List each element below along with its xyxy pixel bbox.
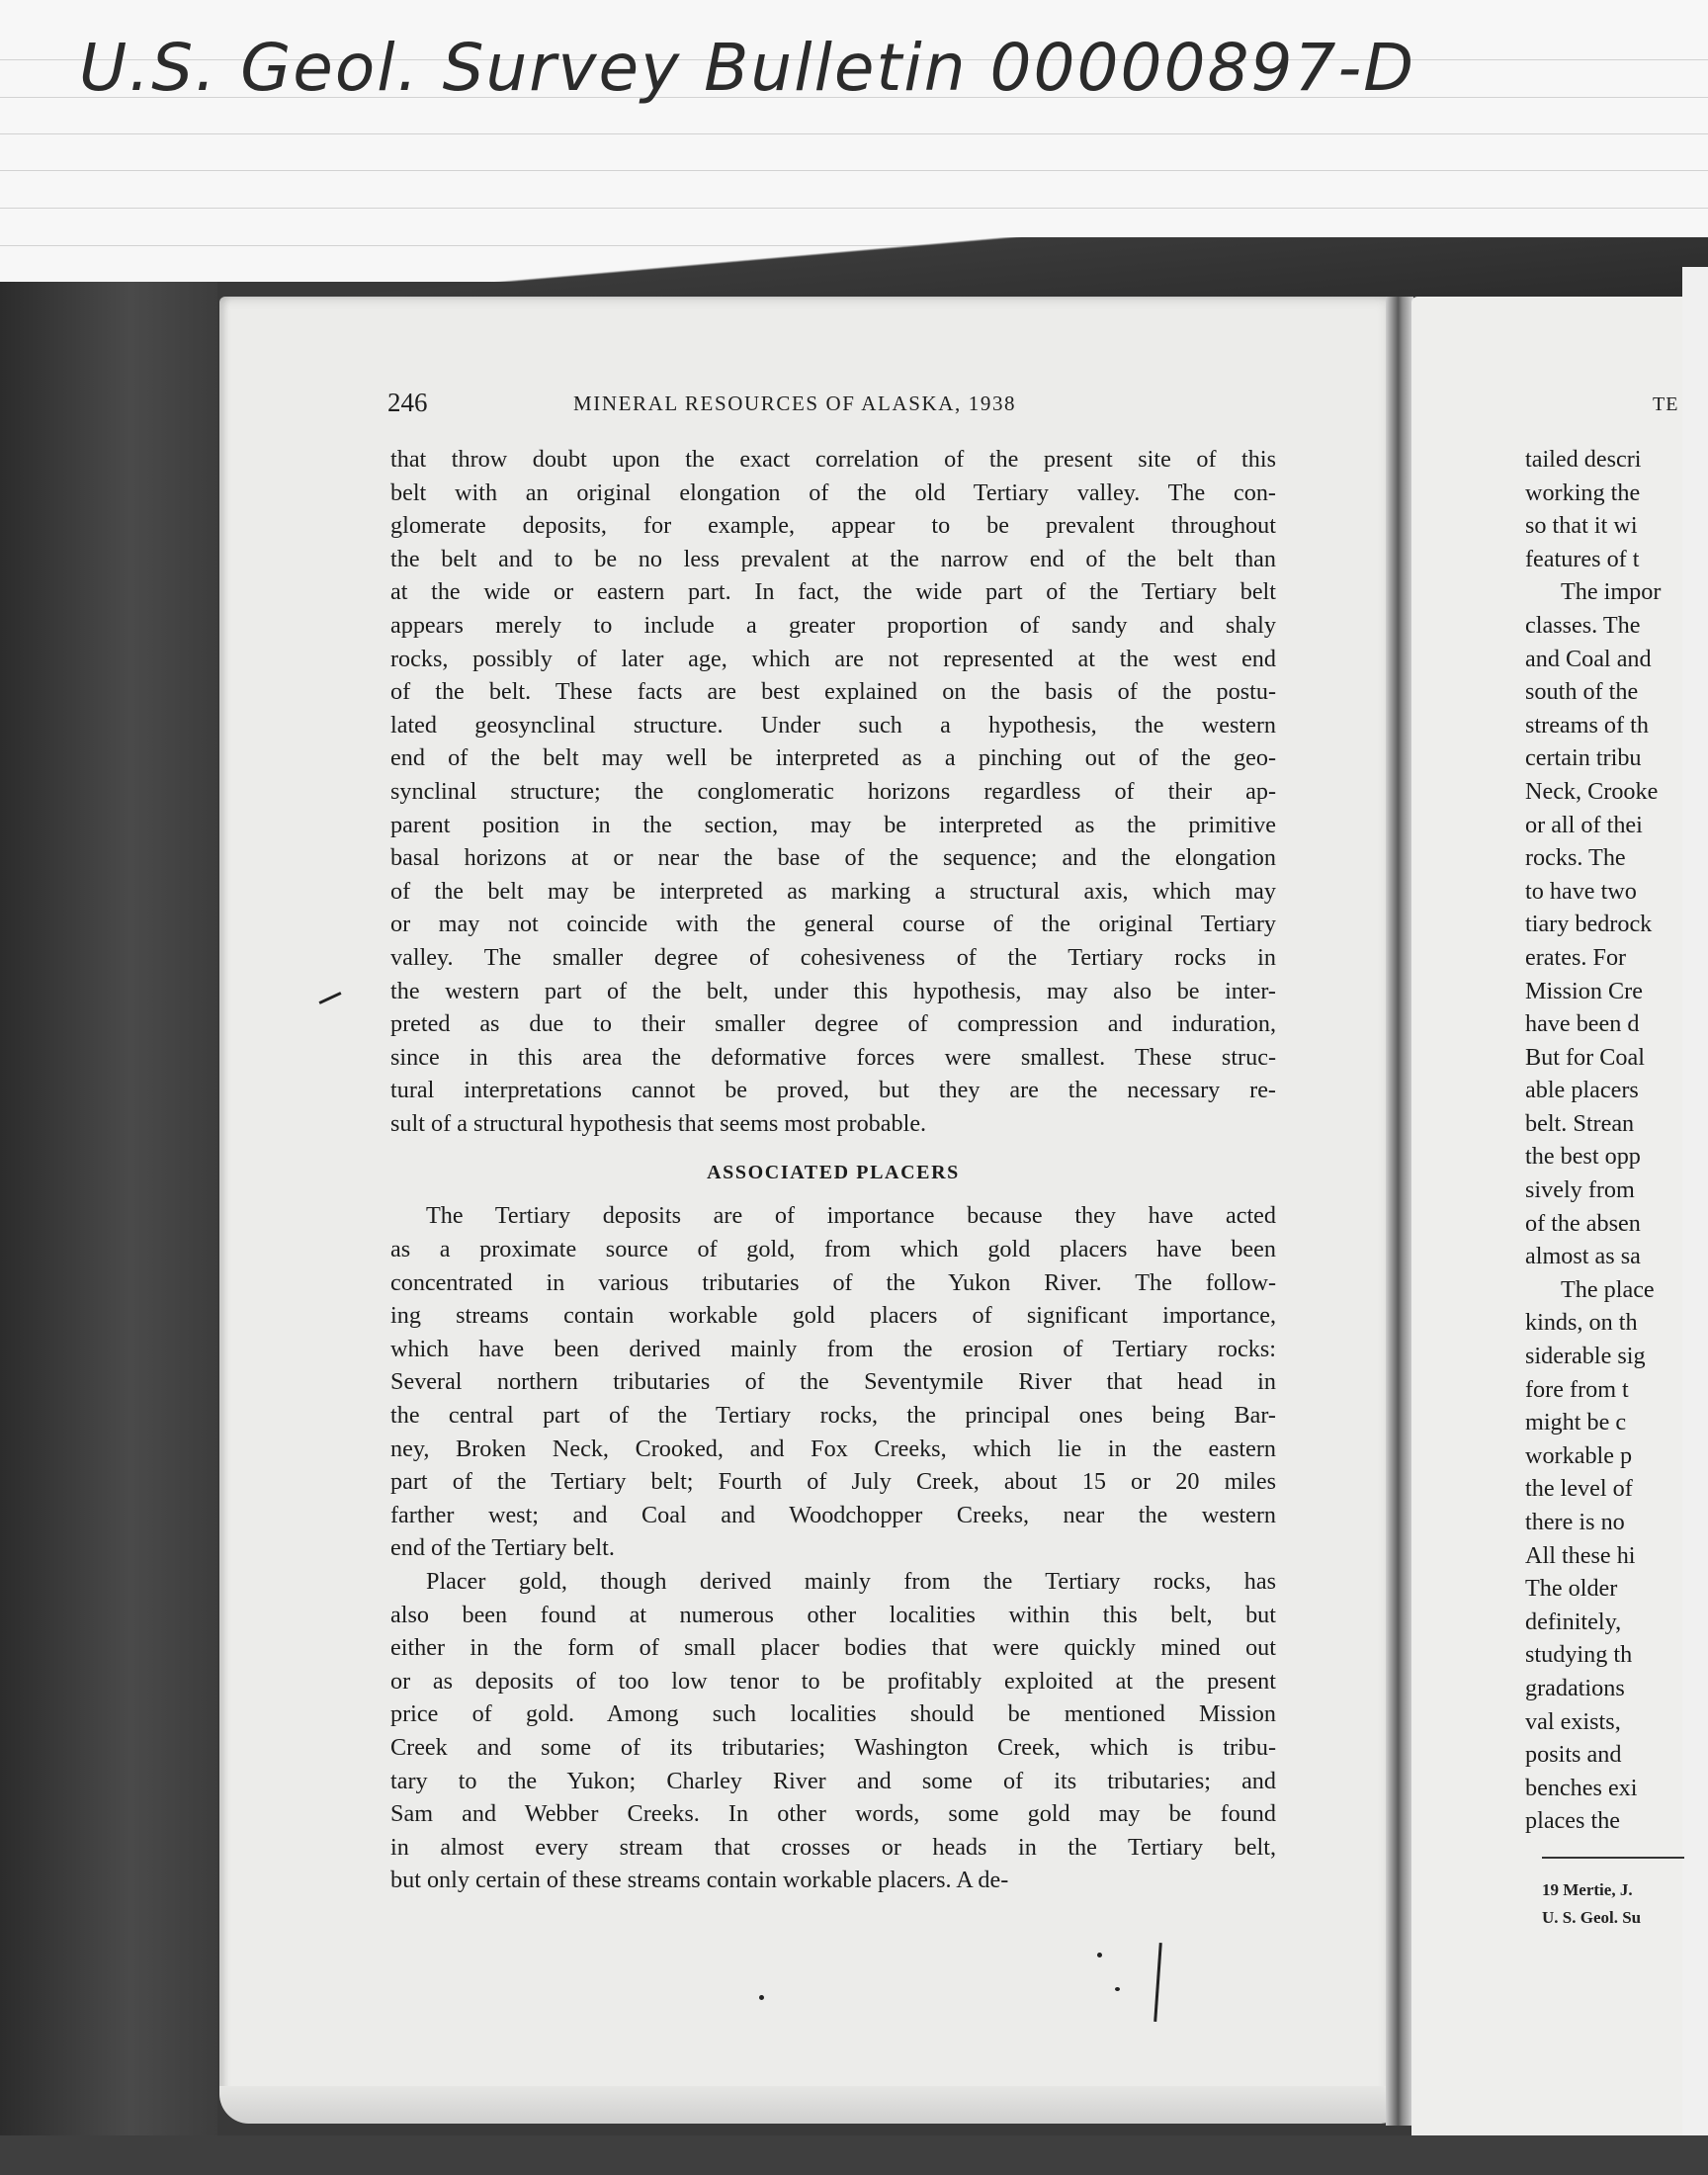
text-line: siderable sig (1525, 1343, 1646, 1370)
scanner-background-left (0, 282, 217, 2175)
text-line: The older (1525, 1575, 1618, 1603)
text-line: belt with an original elongation of the old Tertiary valley. The con- (390, 478, 1276, 506)
text-line: features of t (1525, 545, 1640, 572)
text-line: since in this area the deformative forces were smallest. These struc- (390, 1043, 1276, 1071)
text-line: kinds, on th (1525, 1309, 1638, 1337)
paragraph-tertiary-correlation (390, 443, 1276, 1140)
text-line: sively from (1525, 1176, 1635, 1204)
text-line: end of the belt may well be interpreted as a pinching out of the geo- (390, 744, 1276, 772)
text-line: fore from t (1525, 1375, 1629, 1403)
text-line: there is no (1525, 1509, 1625, 1535)
text-line: Placer gold, though derived mainly from the Tertiary rocks, has (426, 1568, 1276, 1595)
text-line: classes. The (1525, 611, 1641, 639)
text-line: that throw doubt upon the exact correlation of the present site of this (390, 446, 1276, 473)
text-line: lated geosynclinal structure. Under such a hypothesis, the western (390, 711, 1276, 739)
text-line: but only certain of these streams contain workable placers. A de- (390, 1867, 1009, 1894)
text-line: the belt and to be no less prevalent at the narrow end of the belt than (390, 545, 1276, 572)
scanner-bottom-band (0, 2135, 1708, 2175)
paragraph-placer-gold-localities (390, 1565, 1276, 1897)
text-line: able placers (1525, 1077, 1639, 1104)
text-line: studying th (1525, 1641, 1633, 1669)
text-line: to have two (1525, 877, 1637, 905)
handwritten-citation: U.S. Geol. Survey Bulletin 00000897-D (79, 30, 1416, 106)
text-line: tary to the Yukon; Charley River and some of its tributaries; and (390, 1767, 1276, 1794)
text-line: as a proximate source of gold, from which gold placers have been (390, 1236, 1276, 1263)
text-line: of the absen (1525, 1209, 1641, 1237)
text-line: The impor (1561, 578, 1662, 606)
text-line: basal horizons at or near the base of the sequence; and the elongation (390, 844, 1276, 872)
text-line: or all of thei (1525, 811, 1643, 838)
scan-mark (759, 1995, 764, 2000)
text-line: the central part of the Tertiary rocks, the principal ones being Bar- (390, 1402, 1276, 1430)
text-line: sult of a structural hypothesis that seems most probable. (390, 1109, 927, 1137)
text-line: streams of th (1525, 711, 1649, 739)
scan-mark (1115, 1987, 1120, 1991)
page-number: 246 (387, 388, 428, 417)
text-line: so that it wi (1525, 512, 1638, 540)
text-line: parent position in the section, may be interpreted as the primitive (390, 811, 1276, 838)
text-line: south of the (1525, 678, 1639, 706)
text-line: tailed descri (1525, 446, 1642, 473)
scan-mark (1097, 1953, 1102, 1958)
text-line: belt. Strean (1525, 1109, 1635, 1137)
right-page-body (1525, 443, 1683, 1838)
section-heading: ASSOCIATED PLACERS (707, 1162, 960, 1184)
text-line: 19 Mertie, J. (1542, 1880, 1633, 1899)
text-line: in almost every stream that crosses or heads in the Tertiary belt, (390, 1833, 1276, 1861)
book-gutter (1386, 297, 1413, 2126)
text-line: synclinal structure; the conglomeratic horizons regardless of their ap- (390, 777, 1276, 805)
text-line: at the wide or eastern part. In fact, the wide part of the Tertiary belt (390, 578, 1276, 606)
text-line: Sam and Webber Creeks. In other words, some gold may be found (390, 1800, 1276, 1828)
text-line: val exists, (1525, 1707, 1621, 1735)
text-line: working the (1525, 478, 1641, 506)
text-line: ney, Broken Neck, Crooked, and Fox Creeks, which lie in the eastern (390, 1435, 1276, 1462)
text-line: or may not coincide with the general course of the original Tertiary (390, 911, 1276, 938)
text-line: the best opp (1525, 1143, 1641, 1171)
text-line: rocks. The (1525, 844, 1626, 872)
text-line: glomerate deposits, for example, appear to be prevalent throughout (390, 512, 1276, 540)
text-line: Mission Cre (1525, 977, 1643, 1004)
text-line: also been found at numerous other localities within this belt, but (390, 1601, 1276, 1628)
text-line: posits and (1525, 1741, 1622, 1769)
text-line: the level of (1525, 1475, 1633, 1503)
text-line: The Tertiary deposits are of importance because they have acted (426, 1202, 1276, 1230)
right-page-lines (1525, 443, 1683, 1838)
text-line: Creek and some of its tributaries; Washington Creek, which is tribu- (390, 1733, 1276, 1761)
text-line: gradations (1525, 1674, 1625, 1701)
text-line: have been d (1525, 1010, 1640, 1038)
text-line: But for Coal (1525, 1043, 1645, 1071)
text-line: erates. For (1525, 943, 1627, 971)
right-page-running-head: TE (1653, 393, 1679, 415)
text-line: the western part of the belt, under this hypothesis, may also be inter- (390, 977, 1276, 1004)
paragraph-associated-placers (390, 1199, 1276, 1565)
text-line: or as deposits of too low tenor to be profitably exploited at the present (390, 1667, 1276, 1695)
text-line: which have been derived mainly from the erosion of Tertiary rocks: (390, 1335, 1276, 1362)
text-line: preted as due to their smaller degree of compression and induration, (390, 1010, 1276, 1038)
footnote-rule (1542, 1857, 1684, 1859)
text-line: U. S. Geol. Su (1542, 1908, 1642, 1927)
text-line: price of gold. Among such localities should be mentioned Mission (390, 1700, 1276, 1728)
text-line: might be c (1525, 1409, 1627, 1436)
text-line: certain tribu (1525, 744, 1642, 772)
running-head: MINERAL RESOURCES OF ALASKA, 1938 (573, 392, 1017, 415)
text-line: benches exi (1525, 1774, 1638, 1801)
text-line: almost as sa (1525, 1243, 1641, 1270)
left-page-bottom-curl (219, 2086, 1399, 2124)
text-line: of the belt. These facts are best explained on the basis of the postu- (390, 678, 1276, 706)
text-line: tiary bedrock (1525, 911, 1653, 938)
text-line: appears merely to include a greater proportion of sandy and shaly (390, 611, 1276, 639)
text-line: either in the form of small placer bodies that were quickly mined out (390, 1634, 1276, 1662)
text-line: part of the Tertiary belt; Fourth of July Creek, about 15 or 20 miles (390, 1468, 1276, 1496)
text-line: Neck, Crooke (1525, 777, 1659, 805)
text-line: tural interpretations cannot be proved, but they are the necessary re- (390, 1077, 1276, 1104)
text-line: places the (1525, 1807, 1621, 1835)
text-line: concentrated in various tributaries of the Yukon River. The follow- (390, 1268, 1276, 1296)
text-line: Several northern tributaries of the Seventymile River that head in (390, 1368, 1276, 1396)
text-line: definitely, (1525, 1608, 1622, 1635)
text-line: farther west; and Coal and Woodchopper Creeks, near the western (390, 1501, 1276, 1528)
text-line: ing streams contain workable gold placers of significant importance, (390, 1302, 1276, 1330)
text-line: The place (1561, 1275, 1655, 1303)
text-line: of the belt may be interpreted as marking a structural axis, which may (390, 877, 1276, 905)
text-line: end of the Tertiary belt. (390, 1534, 615, 1562)
text-line: workable p (1525, 1441, 1633, 1469)
text-line: valley. The smaller degree of cohesiveness of the Tertiary rocks in (390, 943, 1276, 971)
text-line: and Coal and (1525, 645, 1652, 672)
text-line: rocks, possibly of later age, which are not represented at the west end (390, 645, 1276, 672)
left-page-body (390, 443, 1276, 1897)
right-page-footnotes (1542, 1876, 1690, 1932)
text-line: All these hi (1525, 1541, 1636, 1569)
